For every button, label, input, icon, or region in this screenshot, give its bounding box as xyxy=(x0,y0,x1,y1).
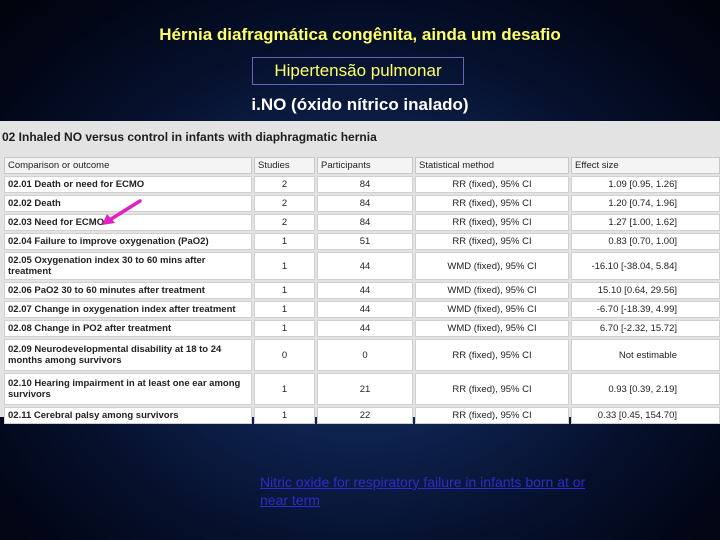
studies-cell: 1 xyxy=(254,233,315,250)
studies-cell: 1 xyxy=(254,320,315,337)
method-cell: RR (fixed), 95% CI xyxy=(415,407,569,424)
table-row xyxy=(4,252,720,280)
effect-size-cell: 1.09 [0.95, 1.26] xyxy=(571,176,720,193)
table-row xyxy=(4,282,720,299)
outcome-cell: 02.08 Change in PO2 after treatment xyxy=(4,320,252,337)
participants-cell: 84 xyxy=(317,176,413,193)
review-panel xyxy=(0,121,720,421)
outcome-cell: 02.04 Failure to improve oxygenation (PaO2) xyxy=(4,233,252,250)
subtitle-text: Hipertensão pulmonar xyxy=(274,61,442,80)
outcome-cell: 02.09 Neurodevelopmental disability at 18 to 24 months among survivors xyxy=(4,339,252,371)
studies-cell: 2 xyxy=(254,214,315,231)
effect-size-cell: 0.33 [0.45, 154.70] xyxy=(571,407,720,424)
method-cell: WMD (fixed), 95% CI xyxy=(415,301,569,318)
effect-size-cell: Not estimable xyxy=(571,339,720,371)
results-table xyxy=(2,155,720,426)
effect-size-cell: 6.70 [-2.32, 15.72] xyxy=(571,320,720,337)
effect-size-cell: 15.10 [0.64, 29.56] xyxy=(571,282,720,299)
studies-cell: 1 xyxy=(254,252,315,280)
table-row xyxy=(4,301,720,318)
outcome-cell: 02.05 Oxygenation index 30 to 60 mins after treatment xyxy=(4,252,252,280)
effect-size-cell: -16.10 [-38.04, 5.84] xyxy=(571,252,720,280)
column-header: Comparison or outcome xyxy=(4,157,252,174)
effect-size-cell: 1.20 [0.74, 1.96] xyxy=(571,195,720,212)
panel-title: 02 Inhaled NO versus control in infants with diaphragmatic hernia xyxy=(2,130,377,144)
column-header: Studies xyxy=(254,157,315,174)
method-cell: RR (fixed), 95% CI xyxy=(415,176,569,193)
outcome-cell: 02.10 Hearing impairment in at least one ear among survivors xyxy=(4,373,252,405)
column-header: Participants xyxy=(317,157,413,174)
table-row xyxy=(4,233,720,250)
participants-cell: 44 xyxy=(317,320,413,337)
participants-cell: 21 xyxy=(317,373,413,405)
outcome-cell: 02.11 Cerebral palsy among survivors xyxy=(4,407,252,424)
effect-size-cell: 1.27 [1.00, 1.62] xyxy=(571,214,720,231)
outcome-cell: 02.01 Death or need for ECMO xyxy=(4,176,252,193)
studies-cell: 1 xyxy=(254,301,315,318)
table-row xyxy=(4,320,720,337)
table-row xyxy=(4,339,720,371)
effect-size-cell: 0.93 [0.39, 2.19] xyxy=(571,373,720,405)
participants-cell: 22 xyxy=(317,407,413,424)
participants-cell: 84 xyxy=(317,214,413,231)
slide-title: Hérnia diafragmática congênita, ainda um desafio xyxy=(159,25,561,44)
studies-cell: 1 xyxy=(254,282,315,299)
participants-cell: 44 xyxy=(317,301,413,318)
reference-link[interactable]: Nitric oxide for respiratory failure in infants born at or near term xyxy=(260,474,586,508)
method-cell: WMD (fixed), 95% CI xyxy=(415,282,569,299)
outcome-cell: 02.02 Death xyxy=(4,195,252,212)
method-cell: RR (fixed), 95% CI xyxy=(415,233,569,250)
outcome-cell: 02.07 Change in oxygenation index after treatment xyxy=(4,301,252,318)
studies-cell: 2 xyxy=(254,176,315,193)
pointer-arrow-icon xyxy=(100,199,142,227)
effect-size-cell: -6.70 [-18.39, 4.99] xyxy=(571,301,720,318)
participants-cell: 44 xyxy=(317,282,413,299)
method-cell: RR (fixed), 95% CI xyxy=(415,373,569,405)
method-cell: RR (fixed), 95% CI xyxy=(415,339,569,371)
studies-cell: 1 xyxy=(254,407,315,424)
table-row xyxy=(4,176,720,193)
participants-cell: 84 xyxy=(317,195,413,212)
method-cell: RR (fixed), 95% CI xyxy=(415,214,569,231)
table-row xyxy=(4,373,720,405)
studies-cell: 0 xyxy=(254,339,315,371)
column-header: Effect size xyxy=(571,157,720,174)
method-cell: RR (fixed), 95% CI xyxy=(415,195,569,212)
method-cell: WMD (fixed), 95% CI xyxy=(415,252,569,280)
subtitle-box xyxy=(252,57,464,85)
slide-heading: i.NO (óxido nítrico inalado) xyxy=(251,95,469,114)
studies-cell: 1 xyxy=(254,373,315,405)
table-row xyxy=(4,407,720,424)
outcome-cell: 02.06 PaO2 30 to 60 minutes after treatment xyxy=(4,282,252,299)
participants-cell: 51 xyxy=(317,233,413,250)
participants-cell: 44 xyxy=(317,252,413,280)
participants-cell: 0 xyxy=(317,339,413,371)
table-header-row xyxy=(4,157,720,174)
method-cell: WMD (fixed), 95% CI xyxy=(415,320,569,337)
studies-cell: 2 xyxy=(254,195,315,212)
effect-size-cell: 0.83 [0.70, 1.00] xyxy=(571,233,720,250)
outcome-cell: 02.03 Need for ECMO xyxy=(4,214,252,231)
column-header: Statistical method xyxy=(415,157,569,174)
